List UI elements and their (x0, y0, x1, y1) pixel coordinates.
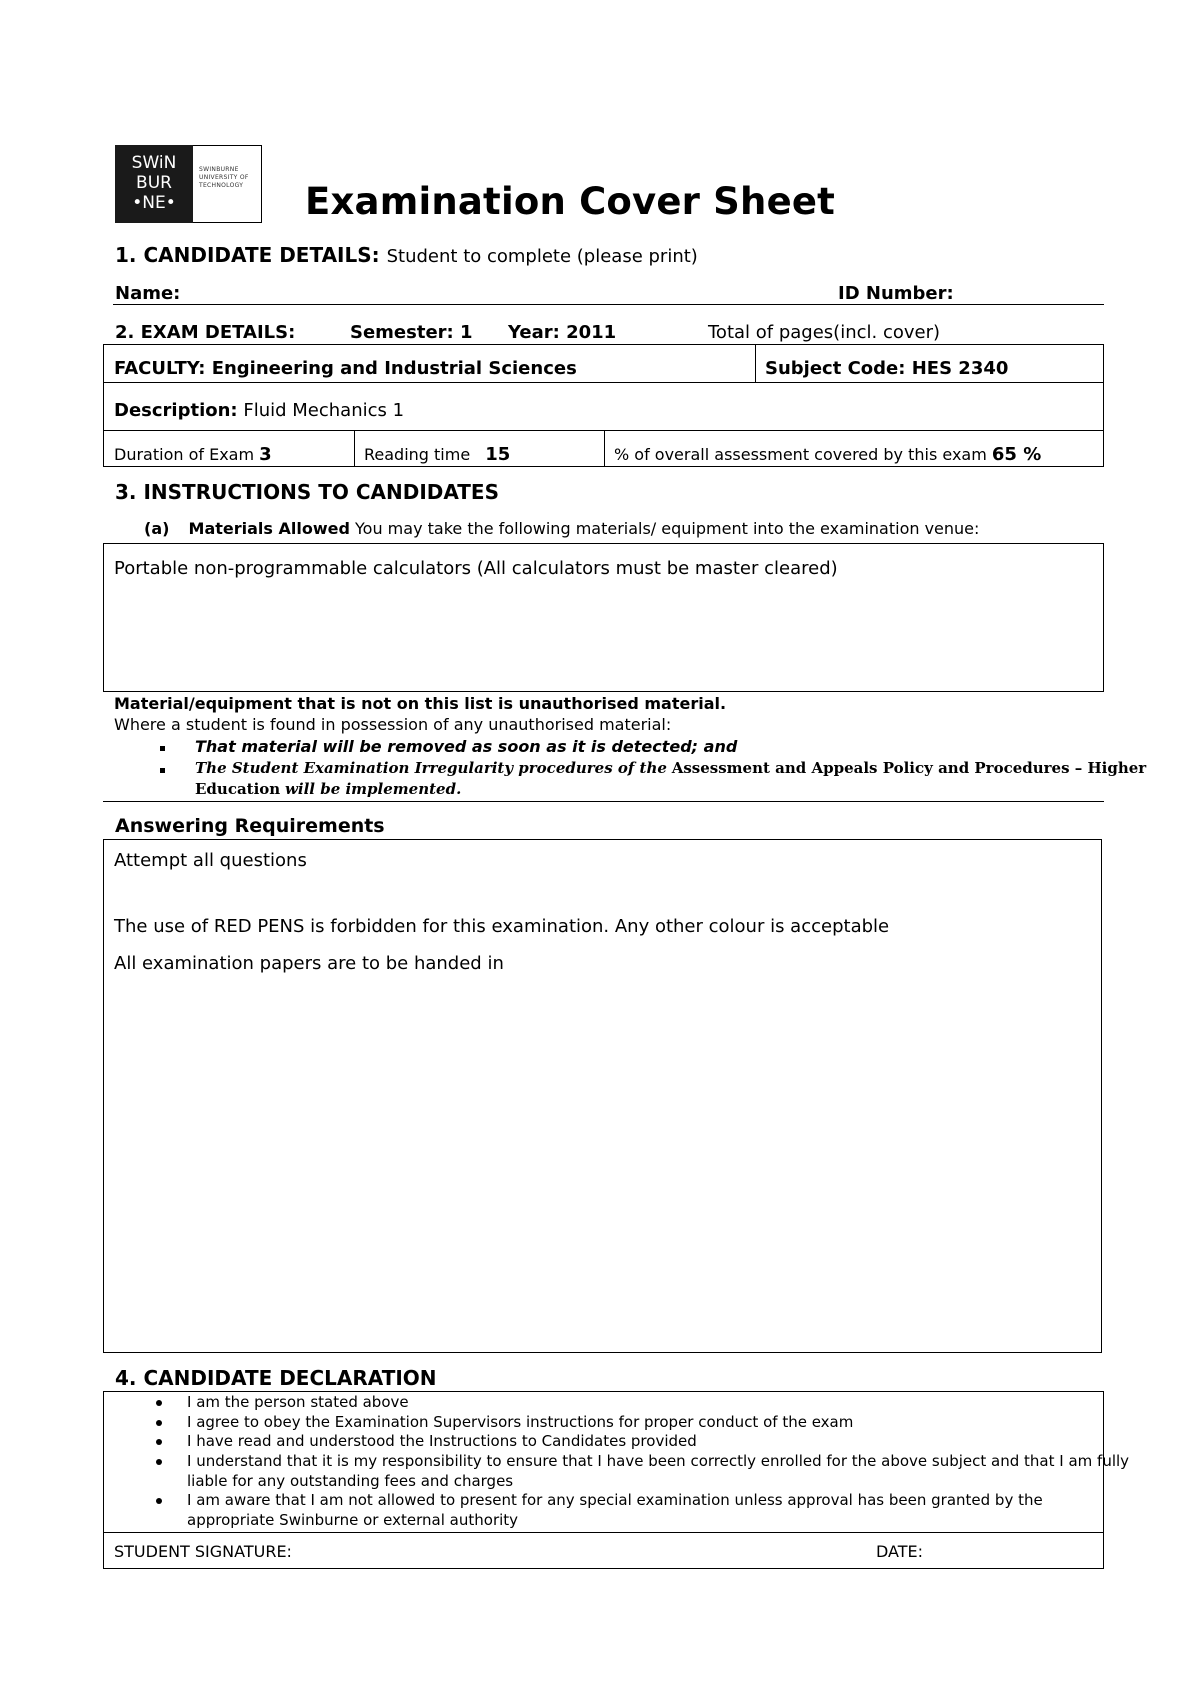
name-label: Name: (115, 283, 181, 304)
student-signature-label: STUDENT SIGNATURE: (114, 1542, 292, 1561)
declaration-item-2: I agree to obey the Examination Supervisors instructions for proper conduct of the exam (187, 1413, 854, 1431)
bullet-marker (156, 1439, 162, 1445)
exam-details-heading: 2. EXAM DETAILS: (115, 322, 296, 343)
declaration-item-3: I have read and understood the Instructions to Candidates provided (187, 1432, 697, 1450)
description-value: Fluid Mechanics 1 (243, 400, 405, 421)
page-title: Examination Cover Sheet (305, 180, 836, 223)
unauthorised-bullet-2: The Student Examination Irregularity procedures of the Assessment and Appeals Policy and Procedures – Higher (195, 759, 1147, 777)
answering-line-2: The use of RED PENS is forbidden for this examination. Any other colour is acceptable (114, 916, 890, 937)
bullet-marker (160, 768, 165, 773)
instructions-heading: 3. INSTRUCTIONS TO CANDIDATES (115, 480, 499, 504)
candidate-details-heading: 1. CANDIDATE DETAILS: Student to complete (please print) (115, 243, 698, 267)
bullet-marker (156, 1420, 162, 1426)
answering-line-3: All examination papers are to be handed in (114, 953, 504, 974)
assessment-value: 65 % (991, 444, 1042, 465)
year-label: Year: 2011 (508, 322, 617, 343)
instructions-underline (103, 801, 1104, 802)
declaration-item-4: I understand that it is my responsibility to ensure that I have been correctly enrolled for the above subject and that I am fully (187, 1452, 1130, 1470)
declaration-item-1: I am the person stated above (187, 1393, 409, 1411)
bullet-marker (160, 746, 165, 751)
unauthorised-text: Where a student is found in possession of any unauthorised material: (114, 715, 672, 734)
bullet-marker (156, 1498, 162, 1504)
duration-cell: Duration of Exam 3 (114, 444, 272, 465)
candidate-underline (113, 304, 1104, 305)
description-row: Description: Fluid Mechanics 1 (114, 400, 405, 421)
id-number-label: ID Number: (838, 283, 954, 304)
date-label: DATE: (876, 1542, 924, 1561)
total-pages-label: Total of pages(incl. cover) (708, 322, 940, 343)
reading-time-value: 15 (485, 444, 511, 465)
duration-value: 3 (259, 444, 272, 465)
unauthorised-bullet-1: That material will be removed as soon as it is detected; and (195, 737, 738, 756)
faculty-label: FACULTY: Engineering and Industrial Sciences (114, 358, 577, 379)
reading-time-cell: Reading time 15 (364, 444, 511, 465)
table-divider-1 (103, 382, 1104, 383)
materials-allowed-row: (a) Materials Allowed You may take the following materials/ equipment into the examination venue: (144, 519, 980, 538)
subject-code-label: Subject Code: HES 2340 (765, 358, 1009, 379)
table-vdivider-3 (604, 430, 605, 467)
university-logo (115, 145, 262, 223)
declaration-item-5: I am aware that I am not allowed to present for any special examination unless approval has been granted by the (187, 1491, 1043, 1509)
logo-tagline: SWINBURNE UNIVERSITY OF TECHNOLOGY (193, 145, 262, 223)
declaration-divider (103, 1532, 1104, 1533)
candidate-details-subheading: Student to complete (please print) (386, 246, 698, 267)
materials-list: Portable non-programmable calculators (All calculators must be master cleared) (114, 558, 838, 579)
declaration-heading: 4. CANDIDATE DECLARATION (115, 1366, 437, 1390)
answering-heading: Answering Requirements (115, 815, 385, 837)
unauthorised-heading: Material/equipment that is not on this list is unauthorised material. (114, 694, 727, 713)
table-vdivider-1 (755, 344, 756, 382)
declaration-item-5-cont: appropriate Swinburne or external authority (187, 1511, 519, 1529)
bullet-marker (156, 1459, 162, 1465)
logo-mark: SWiN BUR •NE• (115, 145, 193, 223)
declaration-item-4-cont: liable for any outstanding fees and charges (187, 1472, 514, 1490)
semester-label: Semester: 1 (350, 322, 473, 343)
answering-line-1: Attempt all questions (114, 850, 307, 871)
unauthorised-bullet-2-cont: Education will be implemented. (195, 780, 462, 798)
bullet-marker (156, 1400, 162, 1406)
table-vdivider-2 (354, 430, 355, 467)
assessment-cell: % of overall assessment covered by this exam 65 % (614, 444, 1042, 465)
